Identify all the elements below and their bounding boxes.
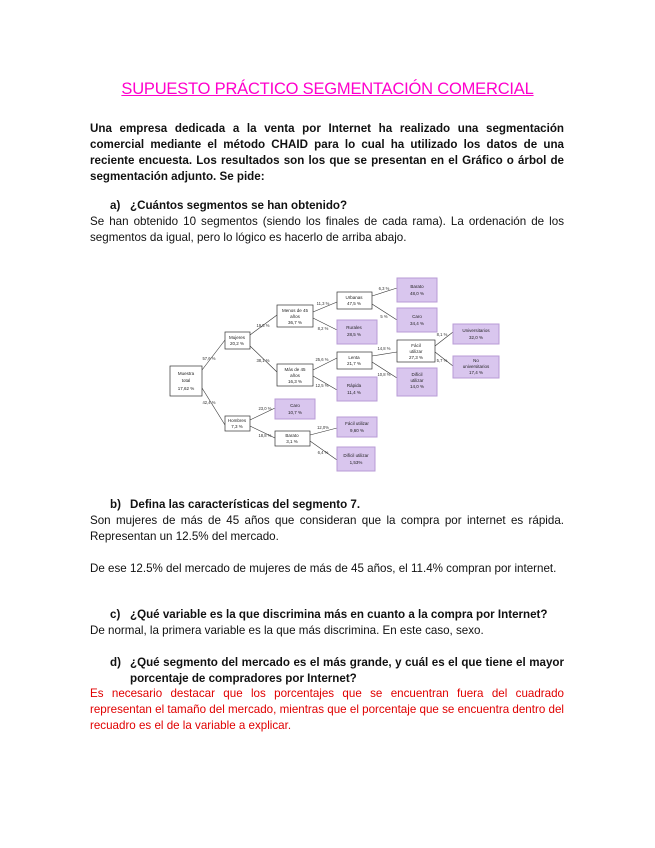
node-hombres-l2: 7,3 % — [231, 424, 243, 429]
node-nouniv-l1: No — [473, 358, 479, 363]
question-c-text: ¿Qué variable es la que discrimina más en cuanto a la compra por Internet? — [130, 608, 548, 621]
node-urbanas-l1: Urbanas — [345, 295, 363, 300]
node-hombres-l1: Hombres — [227, 418, 247, 423]
node-nouniv-l3: 17,4 % — [468, 370, 484, 375]
node-labels — [178, 284, 491, 465]
node-rurales-l1: Rurales — [346, 325, 362, 330]
page-title: SUPUESTO PRÁCTICO SEGMENTACIÓN COMERCIAL — [121, 80, 534, 98]
question-a-text: ¿Cuántos segmentos se han obtenido? — [130, 199, 348, 212]
answer-b-2: De ese 12.5% del mercado de mujeres de más de 45 años, el 11.4% compran por internet. — [90, 562, 557, 575]
node-barato-l1: Barato — [410, 284, 424, 289]
node-lenta-l1: Lenta — [348, 355, 360, 360]
pct-urbanas: 11,3 % — [316, 301, 330, 306]
node-nouniv-l2: universitarios — [462, 364, 490, 369]
node-menos45-l2: años — [290, 314, 300, 319]
answer-b-1: Son mujeres de más de 45 años que consideran que la compra por internet es rápida. Representan un 12.5% del mercado. — [90, 514, 564, 543]
node-barato-l2: 48,0 % — [409, 291, 425, 296]
pct-hombres: 42,4 % — [202, 400, 216, 405]
node-facil2-l2: 9,60 % — [349, 428, 365, 433]
node-facil-l3: 27,3 % — [408, 355, 424, 360]
answer-d: Es necesario destacar que los porcentajes que se encuentran fuera del cuadrado representan el tamaño del mercado, mientras que el porcentaje que se encuentra dentro del recuadro es el de la variable a explicar. — [90, 687, 564, 732]
pct-facil: 14,8 % — [377, 346, 391, 351]
node-mas45-l3: 16,3 % — [287, 379, 303, 384]
node-facil2-l1: Fácil utilizar — [345, 421, 369, 426]
answer-a: Se han obtenido 10 segmentos (siendo los finales de cada rama). La ordenación de los segmentos da igual, pero lo lógico es hacerlo de arriba abajo. — [90, 215, 564, 244]
pct-barato: 6,3 % — [378, 286, 390, 291]
question-d-text: ¿Qué segmento del mercado es el más grande, y cuál es el que tiene el mayor porcentaje de compradores por Internet? — [130, 656, 564, 685]
node-caro2-l1: Caro — [290, 403, 300, 408]
node-facil-l2: utilizar — [409, 349, 423, 354]
node-dificil-l3: 14,0 % — [409, 384, 425, 389]
question-a-letter: a) — [110, 199, 121, 212]
node-mas45-l1: Más de 45 — [284, 367, 306, 372]
node-dificil2-l2: 1,53% — [349, 460, 363, 465]
pct-lenta: 25,6 % — [315, 357, 329, 362]
pct-rapida: 12,5 % — [315, 383, 329, 388]
pct-caro: 5 % — [380, 314, 388, 319]
node-mujeres-l1: Mujeres — [228, 335, 246, 340]
question-b-letter: b) — [110, 498, 121, 511]
pct-nouniv: 5,7 % — [436, 358, 448, 363]
pct-menos45: 19,5 % — [256, 323, 270, 328]
node-root-l3: 17,62 % — [177, 386, 195, 391]
node-mas45-l2: años — [290, 373, 300, 378]
segmentation-tree — [165, 270, 510, 480]
pct-barato2: 18,8 % — [258, 433, 272, 438]
node-dificil-l1: Difícil — [411, 372, 423, 377]
question-d-letter: d) — [110, 656, 121, 669]
question-c-letter: c) — [110, 608, 121, 621]
node-barato2-l2: 3,1 % — [286, 439, 298, 444]
question-b-text: Defina las características del segmento 7. — [130, 498, 361, 511]
intro-paragraph: Una empresa dedicada a la venta por Internet ha realizado una segmentación comercial mediante el método CHAID para lo cual ha utilizado los datos de una reciente encuesta. Los resultados son los que se presentan en el Gráfico o árbol de segmentación adjunto. Se pide: — [90, 122, 564, 183]
node-urbanas-l2: 47,5 % — [346, 301, 362, 306]
pct-mas45: 38,1 % — [256, 358, 270, 363]
node-menos45-l1: Menos de 45 — [281, 308, 309, 313]
answer-c: De normal, la primera variable es la que más discrimina. En este caso, sexo. — [90, 624, 484, 637]
node-dificil2-l1: Difícil utilizar — [343, 453, 369, 458]
node-rapida-l1: Rápida — [346, 383, 362, 388]
pct-dificil: 10,8 % — [377, 372, 391, 377]
node-root-l1: Muestra — [177, 371, 195, 376]
pct-universitarios: 8,1 % — [436, 332, 448, 337]
node-lenta-l2: 21,7 % — [346, 361, 362, 366]
node-universitarios-l1: Universitarios — [462, 328, 490, 333]
node-root-l2: total — [181, 378, 191, 383]
node-universitarios-l2: 32,0 % — [468, 335, 484, 340]
pct-caro2: 23,0 % — [258, 406, 272, 411]
pct-mujeres: 57,6 % — [202, 356, 216, 361]
pct-facil2: 12,0% — [317, 425, 329, 430]
node-facil-l1: Fácil — [411, 343, 421, 348]
node-rapida-l2: 11,4 % — [347, 390, 361, 395]
node-menos45-l3: 36,7 % — [287, 320, 303, 325]
node-caro-l1: Caro — [412, 314, 422, 319]
node-rurales-l2: 28,5 % — [346, 332, 362, 337]
pct-dificil2: 6,4 % — [317, 450, 329, 455]
node-barato2-l1: Barato — [285, 433, 299, 438]
node-dificil-l2: utilizar — [410, 378, 424, 383]
node-caro2-l2: 10,7 % — [287, 410, 303, 415]
pct-rurales: 8,2 % — [317, 326, 329, 331]
node-mujeres-l2: 20,2 % — [229, 341, 245, 346]
node-caro-l2: 34,4 % — [409, 321, 425, 326]
